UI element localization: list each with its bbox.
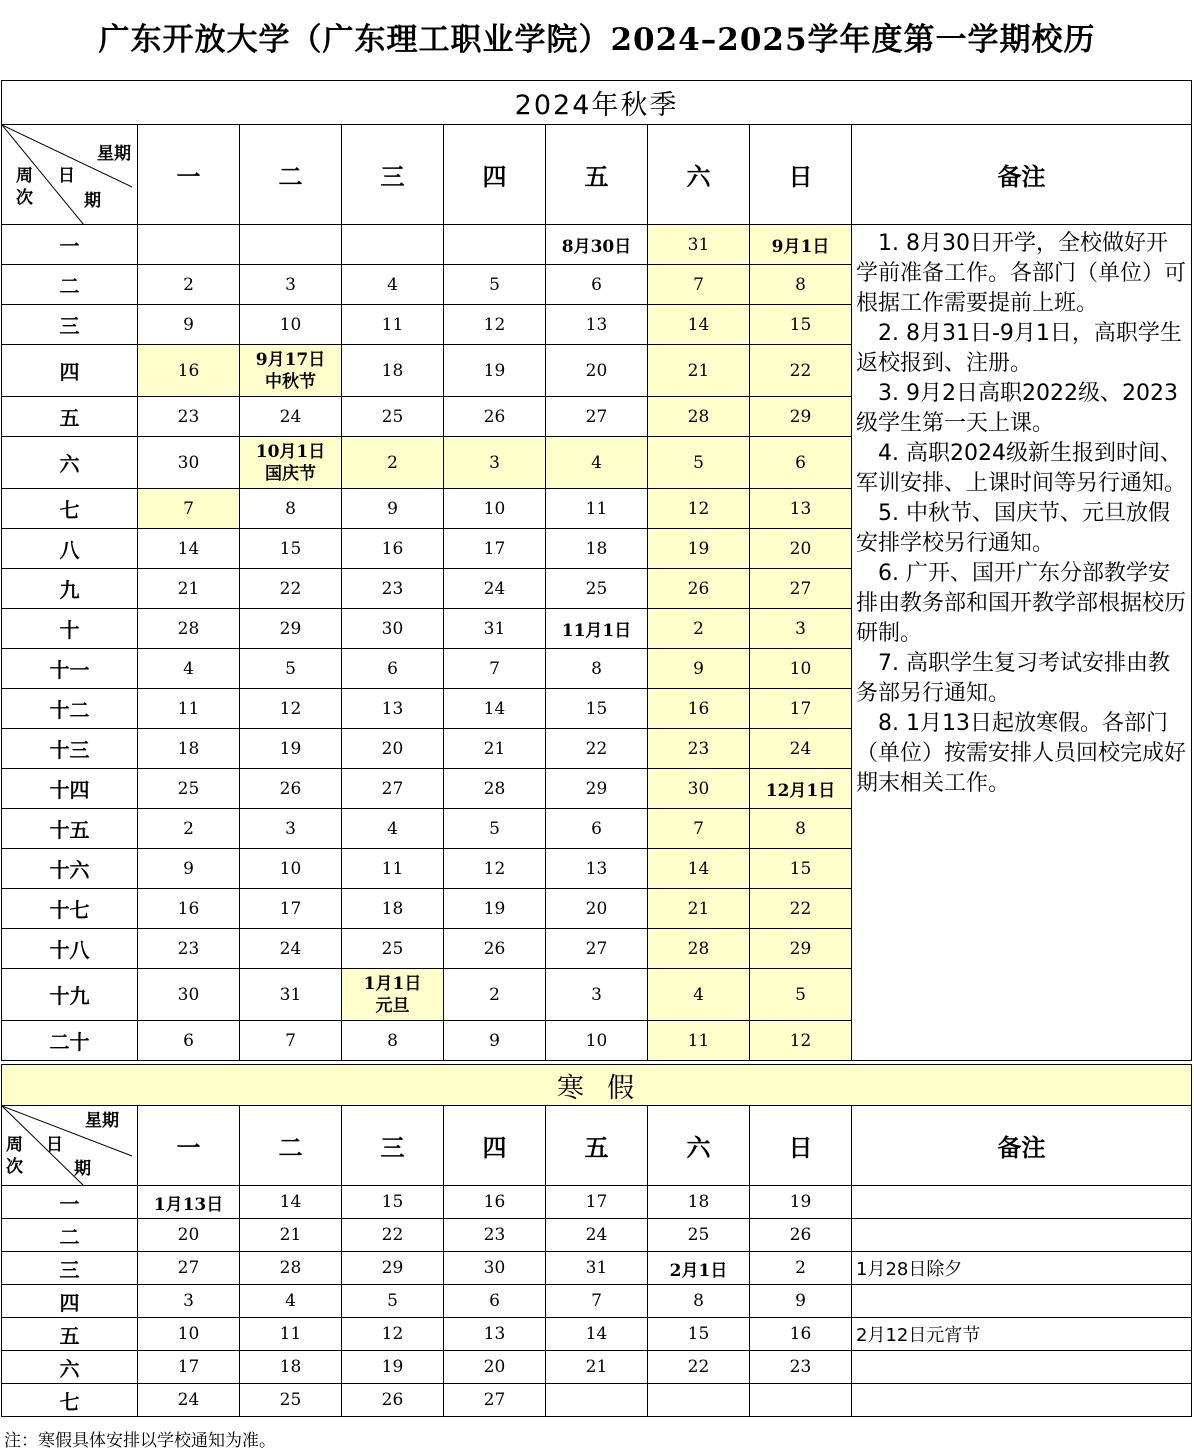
- date-cell: 25: [648, 1219, 750, 1252]
- date-cell: 19: [240, 729, 342, 769]
- autumn-notes: [852, 225, 1192, 1061]
- date-cell: [546, 1384, 648, 1417]
- date-cell: 7: [546, 1285, 648, 1318]
- date-cell: 18: [342, 345, 444, 397]
- weekday-header: 二: [240, 125, 342, 225]
- header-label-ci: 次: [16, 188, 33, 208]
- date-cell: 15: [342, 1186, 444, 1219]
- date-cell: 18: [240, 1351, 342, 1384]
- date-cell: 5: [240, 649, 342, 689]
- winter-header-row: [2, 1106, 1192, 1186]
- note-item: 4. 高职2024级新生报到时间、军训安排、上课时间等另行通知。: [856, 441, 1187, 496]
- date-cell: 17: [240, 889, 342, 929]
- date-cell: 13: [546, 849, 648, 889]
- date-cell: 14: [138, 529, 240, 569]
- date-cell: 3: [138, 1285, 240, 1318]
- date-cell: 30: [648, 769, 750, 809]
- date-cell: 26: [444, 929, 546, 969]
- date-cell: 28: [444, 769, 546, 809]
- header-label-ri: 日: [58, 166, 75, 186]
- date-cell: 16: [750, 1318, 852, 1351]
- date-cell: 12: [240, 689, 342, 729]
- date-cell: 31: [546, 1252, 648, 1285]
- date-cell: 27: [546, 929, 648, 969]
- date-cell: 21: [138, 569, 240, 609]
- date-cell: 4: [648, 969, 750, 1021]
- date-cell: 26: [240, 769, 342, 809]
- footnote: 注：寒假具体安排以学校通知为准。: [4, 1431, 276, 1451]
- date-cell: 2月1日: [648, 1252, 750, 1285]
- date-cell: 23: [138, 397, 240, 437]
- weekday-header: 一: [138, 125, 240, 225]
- date-cell: 8: [750, 809, 852, 849]
- date-cell: 12: [648, 489, 750, 529]
- date-cell: 8: [648, 1285, 750, 1318]
- calendar-title: 广东开放大学（广东理工职业学院）2024–2025学年度第一学期校历: [98, 22, 1096, 58]
- date-cell: 25: [240, 1384, 342, 1417]
- date-cell: 20: [750, 529, 852, 569]
- date-cell: 22: [648, 1351, 750, 1384]
- winter-note: [852, 1351, 1192, 1384]
- date-cell: 13: [444, 1318, 546, 1351]
- date-cell: 6: [444, 1285, 546, 1318]
- date-cell: 21: [444, 729, 546, 769]
- date-cell: 11月1日: [546, 609, 648, 649]
- week-number: 九: [2, 569, 138, 609]
- date-cell: 6: [138, 1021, 240, 1061]
- winter-note: [852, 1186, 1192, 1219]
- date-cell: 23: [444, 1219, 546, 1252]
- date-cell: 19: [444, 889, 546, 929]
- note-item: 3. 9月2日高职2022级、2023级学生第一天上课。: [856, 381, 1178, 436]
- date-cell: 16: [138, 345, 240, 397]
- date-cell: 13: [546, 305, 648, 345]
- date-cell: [444, 225, 546, 265]
- notes-header: 备注: [852, 1106, 1192, 1186]
- date-cell: 16: [138, 889, 240, 929]
- weekday-header: 三: [342, 125, 444, 225]
- autumn-week-row: [2, 225, 1192, 265]
- autumn-header-row: [2, 125, 1192, 225]
- winter-week-row: [2, 1219, 1192, 1252]
- date-cell: 28: [648, 929, 750, 969]
- week-number: 十五: [2, 809, 138, 849]
- winter-week-row: [2, 1318, 1192, 1351]
- date-cell: 11: [648, 1021, 750, 1061]
- date-cell: 3: [240, 265, 342, 305]
- date-cell: 25: [138, 769, 240, 809]
- date-cell: 18: [648, 1186, 750, 1219]
- week-number: 三: [2, 305, 138, 345]
- date-cell: 10月1日 国庆节: [240, 437, 342, 489]
- week-number: 十九: [2, 969, 138, 1021]
- date-cell: 7: [138, 489, 240, 529]
- date-cell: 4: [546, 437, 648, 489]
- date-cell: 3: [546, 969, 648, 1021]
- winter-note: [852, 1285, 1192, 1318]
- date-cell: 26: [342, 1384, 444, 1417]
- weekday-header: 四: [444, 125, 546, 225]
- date-cell: 26: [444, 397, 546, 437]
- date-cell: 12: [342, 1318, 444, 1351]
- date-cell: 19: [444, 345, 546, 397]
- date-cell: 5: [750, 969, 852, 1021]
- week-number: 八: [2, 529, 138, 569]
- weekday-header: 六: [648, 125, 750, 225]
- date-cell: 6: [546, 809, 648, 849]
- date-cell: 9: [138, 849, 240, 889]
- winter-note: [852, 1219, 1192, 1252]
- autumn-calendar-table: [1, 80, 1192, 1061]
- date-cell: 25: [546, 569, 648, 609]
- date-cell: 27: [342, 769, 444, 809]
- date-cell: 26: [750, 1219, 852, 1252]
- date-cell: 14: [240, 1186, 342, 1219]
- date-cell: [342, 225, 444, 265]
- date-cell: 2: [444, 969, 546, 1021]
- date-cell: 1月13日: [138, 1186, 240, 1219]
- week-number: 二十: [2, 1021, 138, 1061]
- date-cell: 18: [546, 529, 648, 569]
- week-number: 六: [2, 1351, 138, 1384]
- date-cell: 20: [546, 345, 648, 397]
- date-cell: 29: [750, 929, 852, 969]
- date-cell: 13: [750, 489, 852, 529]
- date-cell: 2: [648, 609, 750, 649]
- week-number: 六: [2, 437, 138, 489]
- date-cell: 12月1日: [750, 769, 852, 809]
- date-cell: 15: [546, 689, 648, 729]
- date-cell: 20: [138, 1219, 240, 1252]
- date-cell: 15: [648, 1318, 750, 1351]
- date-cell: 6: [546, 265, 648, 305]
- date-cell: 3: [240, 809, 342, 849]
- date-cell: 21: [546, 1351, 648, 1384]
- date-cell: 10: [240, 305, 342, 345]
- week-number: 十七: [2, 889, 138, 929]
- date-cell: 10: [444, 489, 546, 529]
- weekday-header: 六: [648, 1106, 750, 1186]
- date-cell: 14: [648, 849, 750, 889]
- winter-week-row: [2, 1252, 1192, 1285]
- date-cell: 8: [750, 265, 852, 305]
- date-cell: 21: [648, 345, 750, 397]
- date-cell: 27: [750, 569, 852, 609]
- weekday-header: 日: [750, 1106, 852, 1186]
- date-cell: 13: [342, 689, 444, 729]
- winter-week-row: [2, 1384, 1192, 1417]
- date-cell: 22: [750, 345, 852, 397]
- date-cell: 25: [342, 397, 444, 437]
- header-label-week_label: 星期: [97, 144, 131, 164]
- date-cell: 29: [240, 609, 342, 649]
- date-cell: 23: [138, 929, 240, 969]
- weekday-header: 二: [240, 1106, 342, 1186]
- date-cell: 25: [342, 929, 444, 969]
- week-number: 四: [2, 1285, 138, 1318]
- winter-note: 2月12日元宵节: [852, 1318, 1192, 1351]
- header-label-zhou: 周: [16, 166, 33, 186]
- date-cell: 6: [750, 437, 852, 489]
- date-cell: 29: [750, 397, 852, 437]
- note-item: 2. 8月31日-9月1日，高职学生返校报到、注册。: [856, 321, 1182, 376]
- date-cell: 23: [342, 569, 444, 609]
- week-number: 一: [2, 225, 138, 265]
- date-cell: 7: [444, 649, 546, 689]
- date-cell: 19: [342, 1351, 444, 1384]
- date-cell: 11: [342, 305, 444, 345]
- week-number: 五: [2, 397, 138, 437]
- date-cell: 14: [444, 689, 546, 729]
- date-cell: 18: [138, 729, 240, 769]
- date-cell: 26: [648, 569, 750, 609]
- date-cell: 24: [546, 1219, 648, 1252]
- note-item: 8. 1月13日起放寒假。各部门（单位）按需安排人员回校完成好期末相关工作。: [856, 711, 1187, 796]
- weekday-header: 日: [750, 125, 852, 225]
- weekday-header: 四: [444, 1106, 546, 1186]
- weekday-header: 五: [546, 125, 648, 225]
- date-cell: 2: [138, 265, 240, 305]
- date-cell: 9月1日: [750, 225, 852, 265]
- date-cell: 24: [240, 397, 342, 437]
- date-cell: 28: [138, 609, 240, 649]
- date-cell: 17: [138, 1351, 240, 1384]
- date-cell: 7: [648, 265, 750, 305]
- date-cell: 14: [648, 305, 750, 345]
- date-cell: 5: [342, 1285, 444, 1318]
- date-cell: 8: [546, 649, 648, 689]
- date-cell: 30: [444, 1252, 546, 1285]
- date-cell: 9: [138, 305, 240, 345]
- date-cell: 9: [342, 489, 444, 529]
- date-cell: 31: [648, 225, 750, 265]
- date-cell: 17: [444, 529, 546, 569]
- week-number: 十三: [2, 729, 138, 769]
- note-item: 5. 中秋节、国庆节、元旦放假安排学校另行通知。: [856, 501, 1170, 556]
- date-cell: 31: [240, 969, 342, 1021]
- week-day-corner-cell: [2, 1106, 138, 1186]
- date-cell: 28: [240, 1252, 342, 1285]
- week-number: 二: [2, 265, 138, 305]
- note-item: 7. 高职学生复习考试安排由教务部另行通知。: [856, 651, 1170, 706]
- winter-week-row: [2, 1351, 1192, 1384]
- date-cell: 16: [648, 689, 750, 729]
- date-cell: 28: [648, 397, 750, 437]
- winter-week-row: [2, 1285, 1192, 1318]
- date-cell: 22: [750, 889, 852, 929]
- date-cell: 12: [444, 305, 546, 345]
- date-cell: 14: [546, 1318, 648, 1351]
- date-cell: 22: [546, 729, 648, 769]
- date-cell: 29: [546, 769, 648, 809]
- date-cell: 24: [240, 929, 342, 969]
- date-cell: 22: [342, 1219, 444, 1252]
- week-number: 二: [2, 1219, 138, 1252]
- date-cell: 5: [444, 809, 546, 849]
- week-number: 七: [2, 1384, 138, 1417]
- date-cell: 9月17日 中秋节: [240, 345, 342, 397]
- date-cell: 8: [240, 489, 342, 529]
- date-cell: 4: [342, 809, 444, 849]
- header-label-week_label: 星期: [85, 1111, 119, 1131]
- date-cell: 2: [750, 1252, 852, 1285]
- date-cell: 11: [138, 689, 240, 729]
- date-cell: 10: [546, 1021, 648, 1061]
- date-cell: [138, 225, 240, 265]
- week-day-corner-cell: [2, 125, 138, 225]
- date-cell: 19: [648, 529, 750, 569]
- date-cell: 10: [750, 649, 852, 689]
- date-cell: 18: [342, 889, 444, 929]
- date-cell: 4: [240, 1285, 342, 1318]
- date-cell: 9: [648, 649, 750, 689]
- date-cell: 24: [444, 569, 546, 609]
- week-number: 七: [2, 489, 138, 529]
- winter-note: 1月28日除夕: [852, 1252, 1192, 1285]
- date-cell: [648, 1384, 750, 1417]
- note-item: 1. 8月30日开学，全校做好开学前准备工作。各部门（单位）可根据工作需要提前上班。: [856, 231, 1187, 316]
- date-cell: 7: [648, 809, 750, 849]
- weekday-header: 一: [138, 1106, 240, 1186]
- date-cell: 8月30日: [546, 225, 648, 265]
- weekday-header: 三: [342, 1106, 444, 1186]
- date-cell: 23: [648, 729, 750, 769]
- winter-week-row: [2, 1186, 1192, 1219]
- date-cell: 29: [342, 1252, 444, 1285]
- winter-note: [852, 1384, 1192, 1417]
- date-cell: 21: [648, 889, 750, 929]
- week-number: 十八: [2, 929, 138, 969]
- date-cell: 23: [750, 1351, 852, 1384]
- date-cell: 20: [444, 1351, 546, 1384]
- date-cell: 11: [546, 489, 648, 529]
- date-cell: 5: [648, 437, 750, 489]
- date-cell: 4: [342, 265, 444, 305]
- date-cell: 15: [750, 305, 852, 345]
- date-cell: 16: [444, 1186, 546, 1219]
- date-cell: 17: [750, 689, 852, 729]
- header-label-zhou: 周: [6, 1135, 23, 1155]
- date-cell: 4: [138, 649, 240, 689]
- week-number: 十一: [2, 649, 138, 689]
- date-cell: 15: [750, 849, 852, 889]
- date-cell: 2: [342, 437, 444, 489]
- date-cell: 7: [240, 1021, 342, 1061]
- date-cell: 5: [444, 265, 546, 305]
- header-label-ci: 次: [6, 1157, 23, 1177]
- date-cell: 15: [240, 529, 342, 569]
- date-cell: 30: [138, 969, 240, 1021]
- date-cell: 27: [138, 1252, 240, 1285]
- header-label-qi: 期: [84, 191, 101, 211]
- date-cell: 11: [240, 1318, 342, 1351]
- date-cell: 3: [750, 609, 852, 649]
- date-cell: 17: [546, 1186, 648, 1219]
- date-cell: 9: [750, 1285, 852, 1318]
- weekday-header: 五: [546, 1106, 648, 1186]
- autumn-banner: 2024年秋季: [2, 81, 1192, 125]
- date-cell: 12: [750, 1021, 852, 1061]
- winter-calendar-table: [1, 1064, 1192, 1417]
- date-cell: 24: [750, 729, 852, 769]
- notes-header: 备注: [852, 125, 1192, 225]
- date-cell: 8: [342, 1021, 444, 1061]
- note-item: 6. 广开、国开广东分部教学安排由教务部和国开教学部根据校历研制。: [856, 561, 1187, 646]
- date-cell: 30: [342, 609, 444, 649]
- week-number: 十四: [2, 769, 138, 809]
- date-cell: 12: [444, 849, 546, 889]
- date-cell: 24: [138, 1384, 240, 1417]
- date-cell: 27: [444, 1384, 546, 1417]
- date-cell: 20: [546, 889, 648, 929]
- week-number: 十二: [2, 689, 138, 729]
- date-cell: 6: [342, 649, 444, 689]
- header-label-qi: 期: [74, 1159, 91, 1179]
- winter-banner: 寒 假: [2, 1065, 1192, 1106]
- week-number: 五: [2, 1318, 138, 1351]
- date-cell: [750, 1384, 852, 1417]
- date-cell: 9: [444, 1021, 546, 1061]
- week-number: 三: [2, 1252, 138, 1285]
- week-number: 十: [2, 609, 138, 649]
- date-cell: 19: [750, 1186, 852, 1219]
- date-cell: 3: [444, 437, 546, 489]
- date-cell: 27: [546, 397, 648, 437]
- date-cell: 31: [444, 609, 546, 649]
- date-cell: 30: [138, 437, 240, 489]
- date-cell: 1月1日 元旦: [342, 969, 444, 1021]
- date-cell: 16: [342, 529, 444, 569]
- header-label-ri: 日: [46, 1135, 63, 1155]
- date-cell: 22: [240, 569, 342, 609]
- date-cell: [240, 225, 342, 265]
- date-cell: 20: [342, 729, 444, 769]
- date-cell: 11: [342, 849, 444, 889]
- week-number: 一: [2, 1186, 138, 1219]
- date-cell: 10: [138, 1318, 240, 1351]
- week-number: 十六: [2, 849, 138, 889]
- date-cell: 2: [138, 809, 240, 849]
- date-cell: 21: [240, 1219, 342, 1252]
- date-cell: 10: [240, 849, 342, 889]
- week-number: 四: [2, 345, 138, 397]
